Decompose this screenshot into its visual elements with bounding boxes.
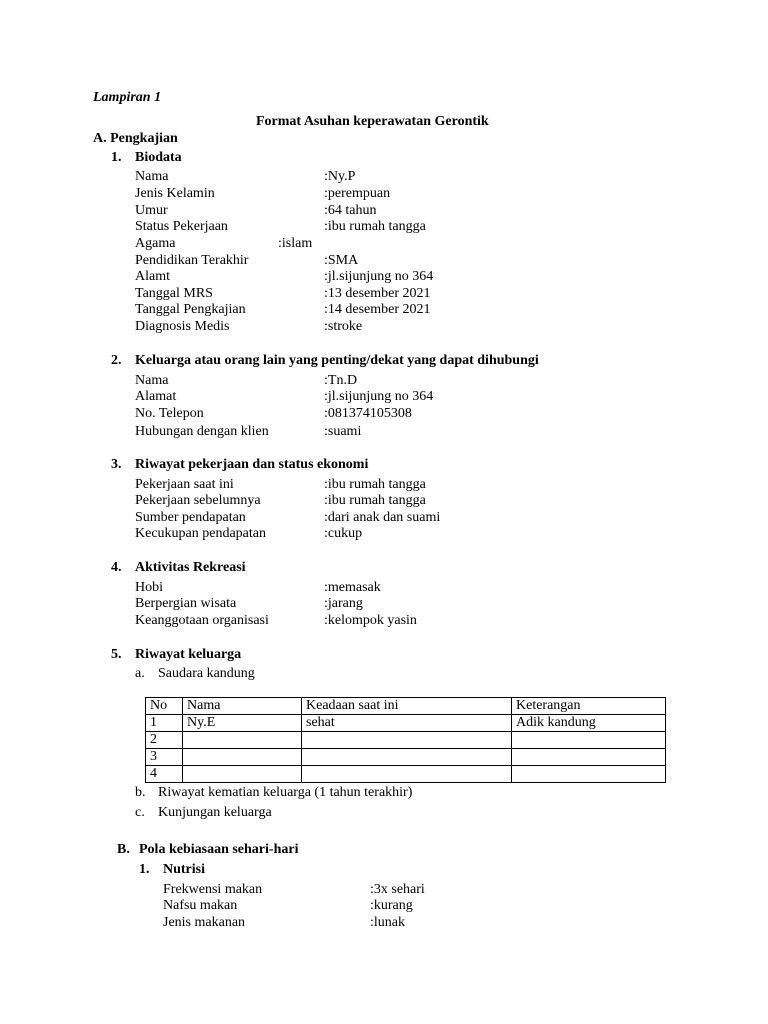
document-title: Format Asuhan keperawatan Gerontik — [256, 114, 489, 129]
table-cell — [183, 732, 302, 749]
biodata-label: Nama — [135, 169, 169, 184]
pekerjaan-label: Pekerjaan sebelumnya — [135, 493, 261, 508]
biodata-value: :ibu rumah tangga — [324, 219, 426, 234]
sub-b-letter: b. — [135, 785, 146, 800]
table-cell — [512, 766, 666, 783]
biodata-label: Tanggal Pengkajian — [135, 302, 246, 317]
nutrisi-number: 1. — [139, 862, 150, 877]
nutrisi-value: :kurang — [370, 898, 413, 913]
rekreasi-number: 4. — [111, 560, 122, 575]
sub-a-letter: a. — [135, 666, 145, 681]
biodata-label: Jenis Kelamin — [135, 186, 215, 201]
riwayat-keluarga-heading: Riwayat keluarga — [135, 647, 242, 662]
biodata-label: Diagnosis Medis — [135, 319, 230, 334]
keluarga-label: Hubungan dengan klien — [135, 424, 269, 439]
pekerjaan-label: Kecukupan pendapatan — [135, 526, 266, 541]
table-row — [146, 749, 666, 766]
keluarga-value: :suami — [324, 424, 362, 439]
table-header-cell: Keterangan — [512, 698, 666, 715]
rekreasi-value: :memasak — [324, 580, 381, 595]
table-cell: 3 — [146, 749, 183, 766]
table-cell: 4 — [146, 766, 183, 783]
table-header-cell: Nama — [183, 698, 302, 715]
biodata-label: Agama — [135, 236, 176, 251]
table-cell: Ny.E — [183, 715, 302, 732]
table-cell — [512, 749, 666, 766]
biodata-label: Pendidikan Terakhir — [135, 253, 249, 268]
rekreasi-label: Keanggotaan organisasi — [135, 613, 269, 628]
nutrisi-value: :lunak — [370, 915, 405, 930]
keluarga-number: 2. — [111, 353, 122, 368]
keluarga-value: :Tn.D — [324, 373, 358, 388]
sub-c-letter: c. — [135, 805, 145, 820]
nutrisi-label: Frekwensi makan — [163, 882, 263, 897]
pekerjaan-value: :ibu rumah tangga — [324, 477, 426, 492]
table-cell: 1 — [146, 715, 183, 732]
pekerjaan-value: :ibu rumah tangga — [324, 493, 426, 508]
biodata-value: :14 desember 2021 — [324, 302, 431, 317]
table-header-cell: Keadaan saat ini — [302, 698, 512, 715]
nutrisi-value: :3x sehari — [370, 882, 425, 897]
table-cell — [183, 749, 302, 766]
keluarga-heading: Keluarga atau orang lain yang penting/dekat yang dapat dihubungi — [135, 353, 539, 368]
table-header-cell: No — [146, 698, 183, 715]
saudara-kandung-table — [145, 697, 666, 783]
table-cell — [512, 732, 666, 749]
biodata-value: :13 desember 2021 — [324, 286, 431, 301]
biodata-value: :perempuan — [324, 186, 391, 201]
sub-c-label: Kunjungan keluarga — [158, 805, 272, 820]
table-cell: sehat — [302, 715, 512, 732]
table-row — [146, 732, 666, 749]
rekreasi-label: Hobi — [135, 580, 163, 595]
table-cell: Adik kandung — [512, 715, 666, 732]
section-b-heading: Pola kebiasaan sehari-hari — [139, 842, 299, 857]
sub-b-label: Riwayat kematian keluarga (1 tahun terakhir) — [158, 785, 413, 800]
table-row — [146, 766, 666, 783]
pekerjaan-value: :cukup — [324, 526, 363, 541]
section-b-letter: B. — [117, 842, 130, 857]
table-cell — [302, 766, 512, 783]
table-cell — [302, 732, 512, 749]
table-cell — [183, 766, 302, 783]
section-a-heading: A. Pengkajian — [93, 131, 178, 146]
keluarga-label: Alamat — [135, 389, 177, 404]
rekreasi-label: Berpergian wisata — [135, 596, 237, 611]
pekerjaan-value: :dari anak dan suami — [324, 510, 441, 525]
biodata-label: Umur — [135, 203, 168, 218]
biodata-value: :64 tahun — [324, 203, 377, 218]
rekreasi-value: :jarang — [324, 596, 363, 611]
lampiran-label: Lampiran 1 — [93, 90, 162, 105]
biodata-heading: Biodata — [135, 150, 182, 165]
biodata-number: 1. — [111, 150, 122, 165]
rekreasi-value: :kelompok yasin — [324, 613, 417, 628]
biodata-label: Tanggal MRS — [135, 286, 213, 301]
table-cell: 2 — [146, 732, 183, 749]
pekerjaan-heading: Riwayat pekerjaan dan status ekonomi — [135, 457, 369, 472]
nutrisi-heading: Nutrisi — [163, 862, 205, 877]
riwayat-keluarga-number: 5. — [111, 647, 122, 662]
keluarga-value: :081374105308 — [324, 406, 412, 421]
pekerjaan-number: 3. — [111, 457, 122, 472]
biodata-label: Alamt — [135, 269, 170, 284]
nutrisi-label: Nafsu makan — [163, 898, 238, 913]
pekerjaan-label: Sumber pendapatan — [135, 510, 246, 525]
biodata-value: :Ny.P — [324, 169, 356, 184]
keluarga-label: Nama — [135, 373, 169, 388]
biodata-value: :stroke — [324, 319, 363, 334]
nutrisi-label: Jenis makanan — [163, 915, 246, 930]
biodata-value: :jl.sijunjung no 364 — [324, 269, 434, 284]
keluarga-label: No. Telepon — [135, 406, 204, 421]
biodata-value: :islam — [278, 236, 313, 251]
sub-a-label: Saudara kandung — [158, 666, 255, 681]
keluarga-value: :jl.sijunjung no 364 — [324, 389, 434, 404]
pekerjaan-label: Pekerjaan saat ini — [135, 477, 234, 492]
biodata-value: :SMA — [324, 253, 359, 268]
table-cell — [302, 749, 512, 766]
biodata-label: Status Pekerjaan — [135, 219, 228, 234]
table-row — [146, 715, 666, 732]
table-header-row — [146, 698, 666, 715]
rekreasi-heading: Aktivitas Rekreasi — [135, 560, 246, 575]
